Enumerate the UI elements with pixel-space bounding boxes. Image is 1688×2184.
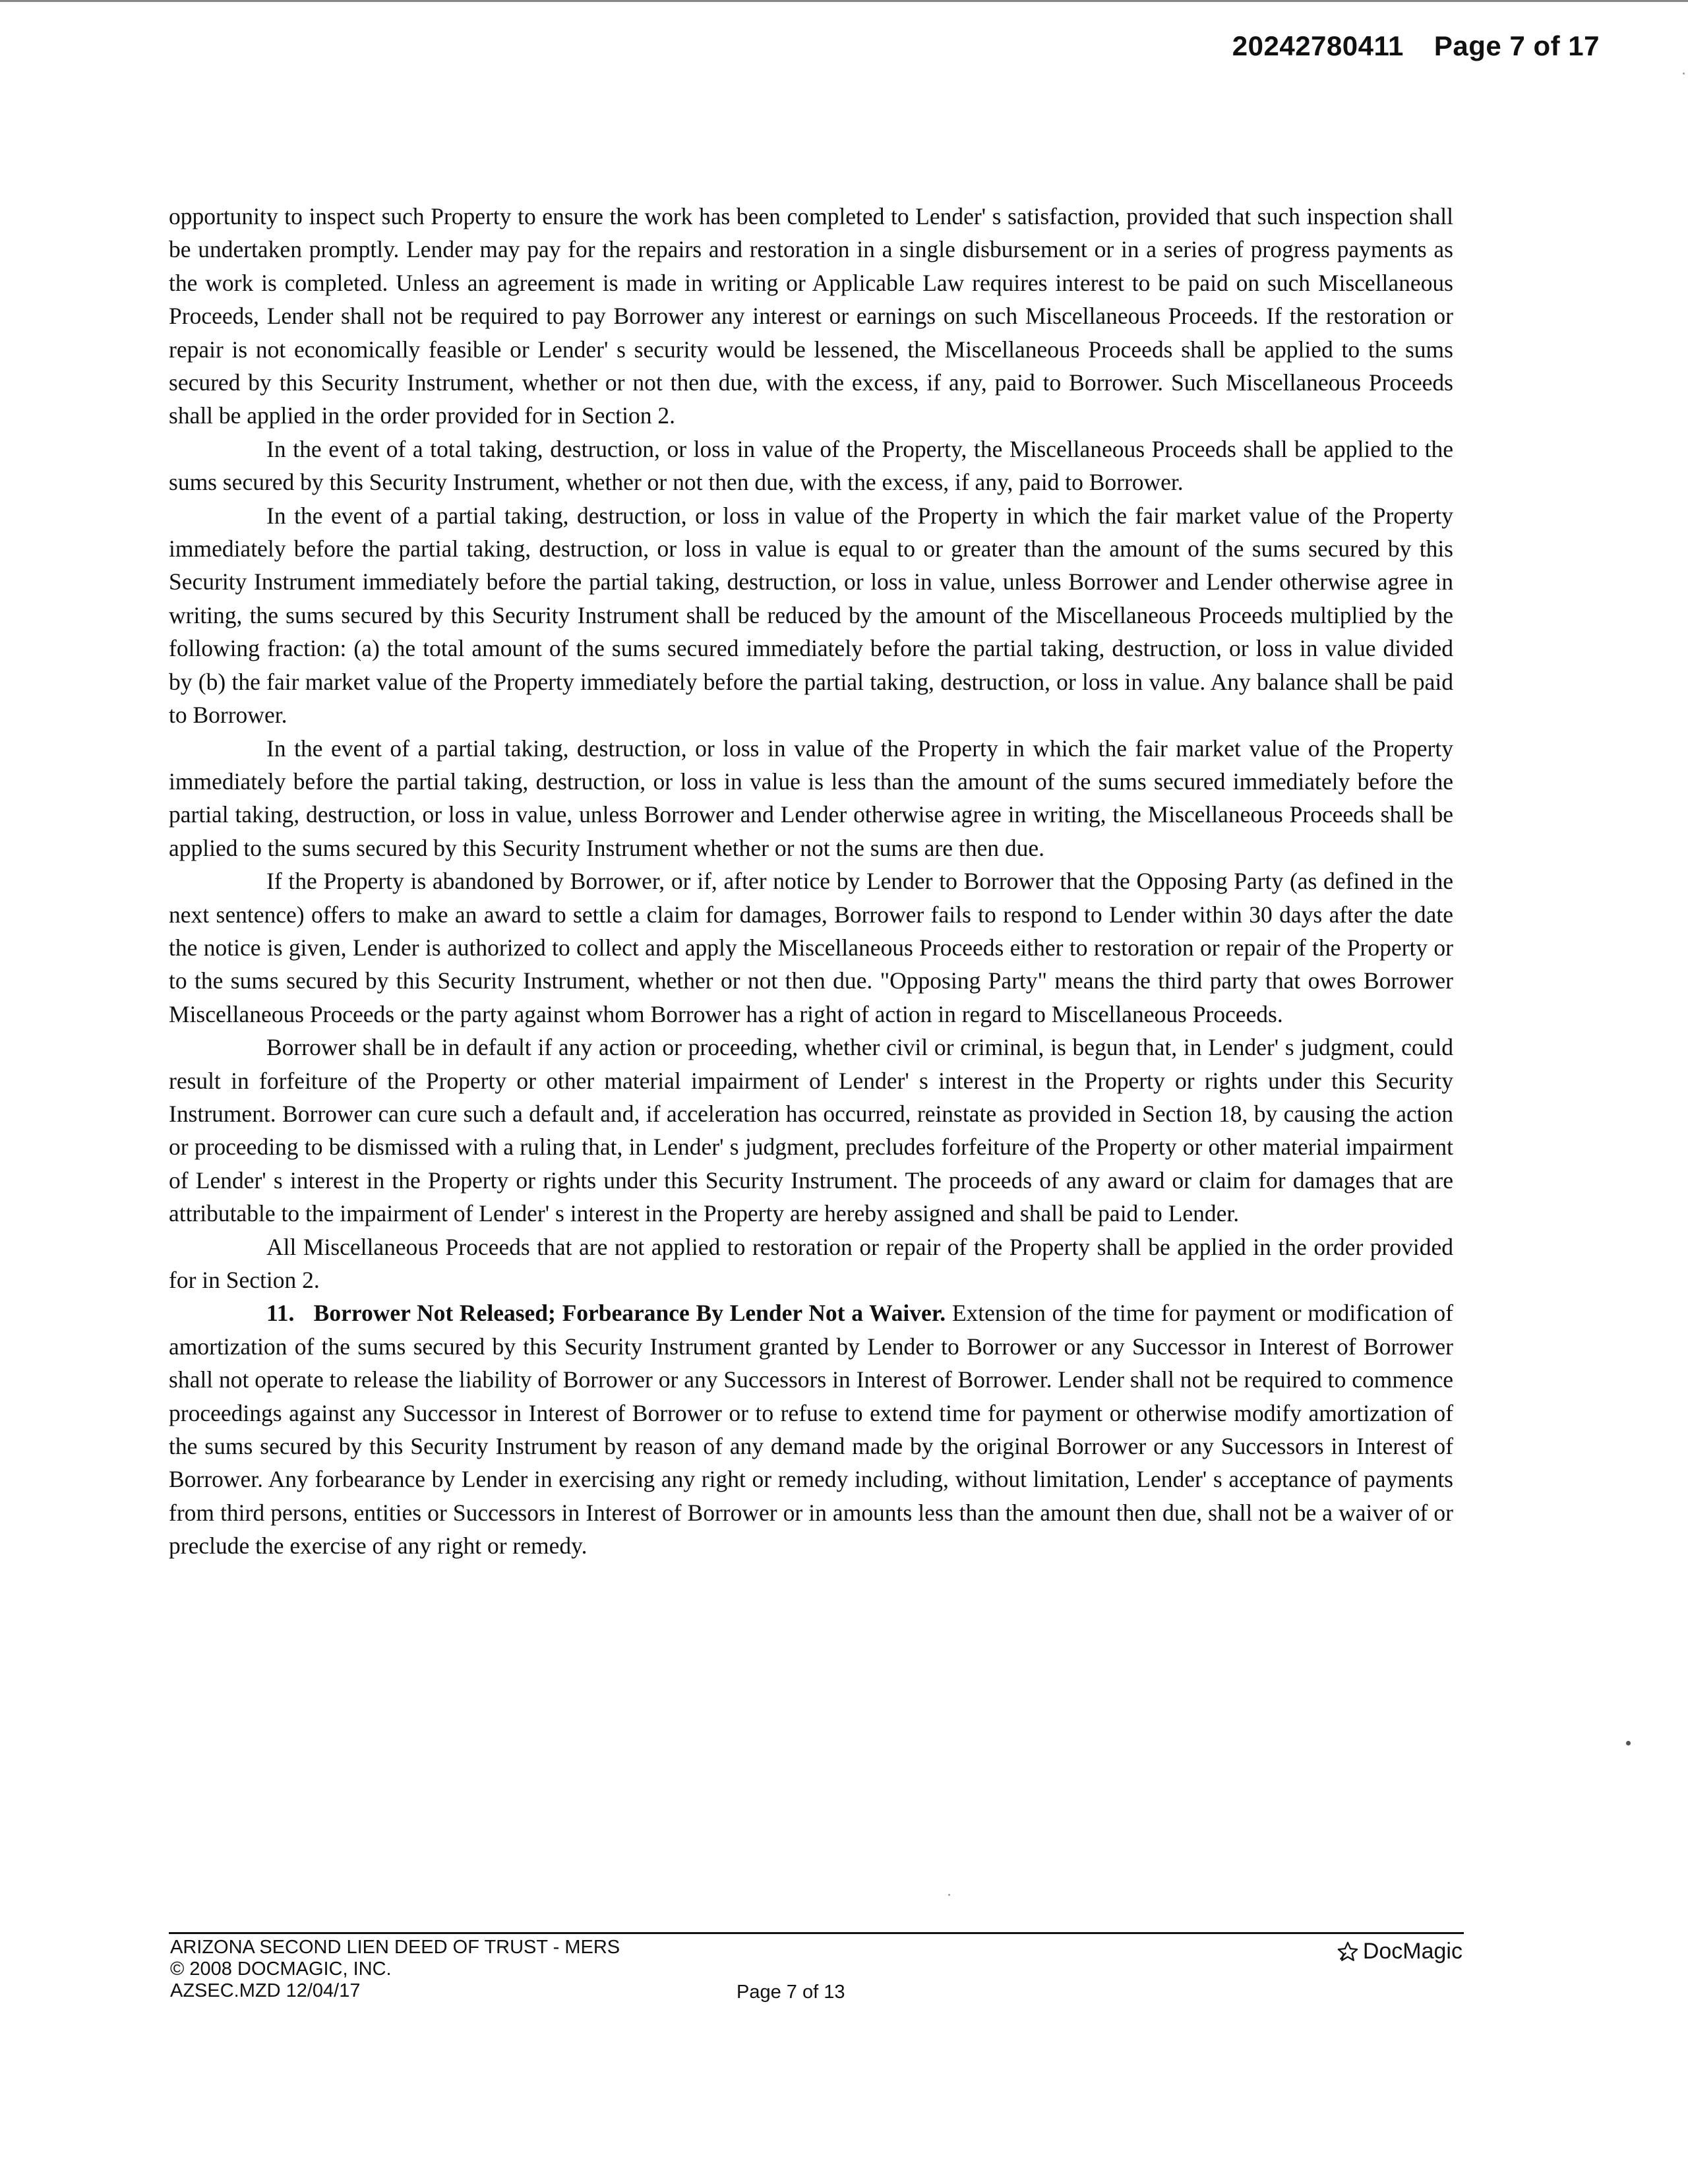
paragraph-continuation: opportunity to inspect such Property to ensure the work has been completed to Lender' s satisfaction, provided that such inspection shall be undertaken promptly. Lender may pay for the repairs and restoration in a single disbursement or in a series of progress payments as the work is completed. Unless an agreement is made in writing or Applicable Law requires interest to be paid on such Miscellaneous Proceeds, Lender shall not be required to pay Borrower any interest or earnings on such Miscellaneous Proceeds. If the restoration or repair is not economically feasible or Lender' s security would be lessened, the Miscellaneous Proceeds shall be applied to the sums secured by this Security Instrument, whether or not then due, with the excess, if any, paid to Borrower. Such Miscellaneous Proceeds shall be applied in the order provided for in Section 2. — [169, 203, 1453, 429]
docmagic-logo — [1337, 1939, 1462, 1964]
footer-form-title: ARIZONA SECOND LIEN DEED OF TRUST - MERS — [170, 1937, 620, 1958]
form-footer — [170, 1937, 620, 2002]
document-body — [169, 200, 1453, 1563]
paragraph-all-proceeds: All Miscellaneous Proceeds that are not applied to restoration or repair of the Property shall be applied in the order provided for in Section 2. — [169, 1233, 1453, 1293]
footer-form-code: AZSEC.MZD 12/04/17 — [170, 1980, 361, 2001]
star-outline-icon — [1337, 1941, 1359, 1963]
section-11-heading: Borrower Not Released; Forbearance By Lender Not a Waiver. — [313, 1300, 946, 1327]
document-number: 20242780411 — [1232, 30, 1404, 61]
paragraph-borrower-default: Borrower shall be in default if any action or proceeding, whether civil or criminal, is begun that, in Lender' s judgment, could result in forfeiture of the Property or other material impairment of Lender' s interest in the Property or rights under this Security Instrument. Borrower can cure such a default and, if acceleration has occurred, reinstate as provided in Section 18, by causing the action or proceeding to be dismissed with a ruling that, in Lender' s judgment, precludes forfeiture of the Property or other material impairment of Lender' s interest in the Property or rights under this Security Instrument. The proceeds of any award or claim for damages that are attributable to the impairment of Lender' s interest in the Property are hereby assigned and shall be paid to Lender. — [169, 1034, 1453, 1227]
paragraph-partial-taking-less: In the event of a partial taking, destruction, or loss in value of the Property in which the fair market value of the Property immediately before the partial taking, destruction, or loss in value is less than the amount of the sums secured immediately before the partial taking, destruction, or loss in value, unless Borrower and Lender otherwise agree in writing, the Miscellaneous Proceeds shall be applied to the sums secured by this Security Instrument whether or not the sums are then due. — [169, 735, 1453, 861]
header-page-label: Page 7 of 17 — [1433, 30, 1600, 61]
paragraph-abandoned-property: If the Property is abandoned by Borrower, or if, after notice by Lender to Borrower that the Opposing Party (as defined in the next sentence) offers to make an award to settle a claim for damages, Borrower fails to respond to Lender within 30 days after the date the notice is given, Lender is authorized to collect and apply the Miscellaneous Proceeds either to restoration or repair of the Property or to the sums secured by this Security Instrument, whether or not then due. "Opposing Party" means the third party that owes Borrower Miscellaneous Proceeds or the party against whom Borrower has a right of action in regard to Miscellaneous Proceeds. — [169, 868, 1453, 1027]
scan-speck — [948, 1894, 950, 1896]
paragraph-total-taking: In the event of a total taking, destruction, or loss in value of the Property, the Miscellaneous Proceeds shall be applied to the sums secured by this Security Instrument, whether or not then due, with the excess, if any, paid to Borrower. — [169, 435, 1453, 496]
scan-speck — [1683, 73, 1685, 75]
brand-name: DocMagic — [1362, 1939, 1462, 1964]
section-11-text: Extension of the time for payment or modification of amortization of the sums secured by this Security Instrument granted by Lender to Borrower or any Successor in Interest of Borrower shall not operate to release the liability of Borrower or any Successors in Interest of Borrower. Lender shall not be required to commence proceedings against any Successor in Interest of Borrower or to refuse to extend time for payment or otherwise modify amortization of the sums secured by this Security Instrument by reason of any demand made by the original Borrower or any Successors in Interest of Borrower. Any forbearance by Lender in exercising any right or remedy including, without limitation, Lender' s acceptance of payments from third persons, entities or Successors in Interest of Borrower or in amounts less than the amount then due, shall not be a waiver of or preclude the exercise of any right or remedy. — [169, 1300, 1454, 1560]
footer-copyright: © 2008 DOCMAGIC, INC. — [170, 1958, 392, 1980]
footer-page-label: Page 7 of 13 — [737, 1982, 845, 2003]
section-11-number: 11. — [266, 1300, 295, 1327]
paragraph-partial-taking-greater: In the event of a partial taking, destruction, or loss in value of the Property in which the fair market value of the Property immediately before the partial taking, destruction, or loss in value is equal to or greater than the amount of the sums secured by this Security Instrument immediately before the partial taking, destruction, or loss in value, unless Borrower and Lender otherwise agree in writing, the sums secured by this Security Instrument shall be reduced by the amount of the Miscellaneous Proceeds multiplied by the following fraction: (a) the total amount of the sums secured immediately before the partial taking, destruction, or loss in value divided by (b) the fair market value of the Property immediately before the partial taking, destruction, or loss in value. Any balance shall be paid to Borrower. — [169, 502, 1453, 729]
footer-divider — [169, 1932, 1464, 1934]
scan-top-edge — [0, 0, 1688, 2]
scan-speck — [1626, 1741, 1631, 1745]
section-11 — [169, 1296, 1453, 1562]
recording-header — [1232, 30, 1600, 62]
